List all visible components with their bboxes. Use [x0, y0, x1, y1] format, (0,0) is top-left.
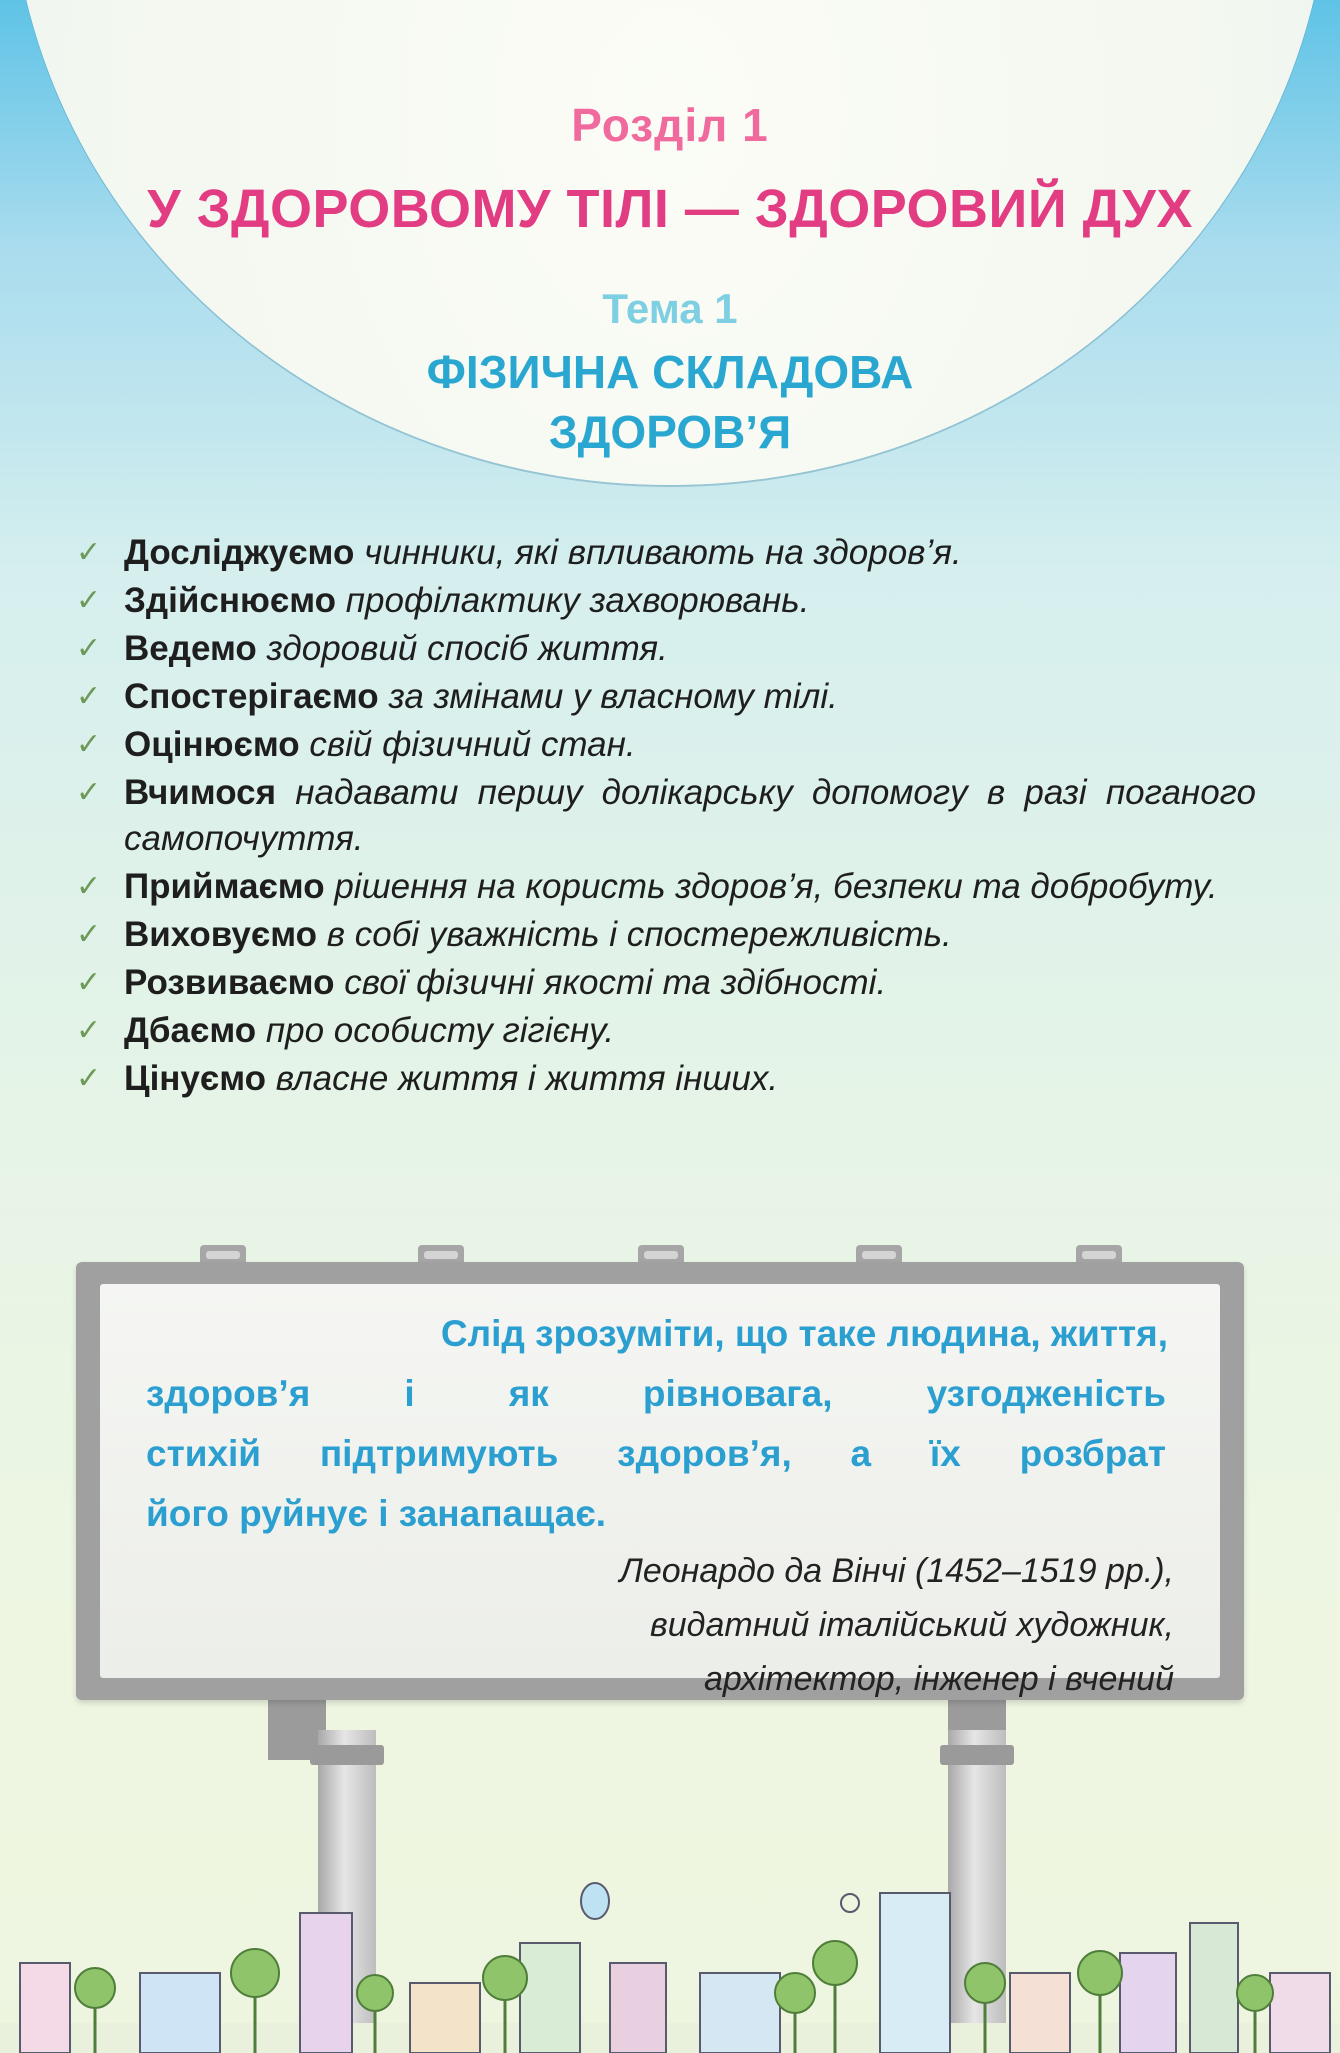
goal-item: ✓ Цінуємо власне життя і життя інших. — [76, 1056, 1256, 1102]
check-icon: ✓ — [76, 680, 102, 713]
check-icon: ✓ — [76, 728, 102, 761]
city-skyline-illustration — [0, 1853, 1340, 2053]
goal-item: ✓ Оцінюємо свій фізичний стан. — [76, 722, 1256, 768]
quote-line: його руйнує і занапащає. — [146, 1493, 607, 1534]
check-icon: ✓ — [76, 870, 102, 903]
quote-line: Слід зрозуміти, що таке людина, життя, — [440, 1313, 1168, 1354]
check-icon: ✓ — [76, 632, 102, 665]
goal-item: ✓ Виховуємо в собі уважність і спостережливість. — [76, 912, 1256, 958]
topic-title: ФІЗИЧНА СКЛАДОВА — [426, 346, 914, 398]
check-icon: ✓ — [76, 966, 102, 999]
goal-item: ✓ Досліджуємо чинники, які впливають на здоров’я. — [76, 530, 1256, 576]
check-icon: ✓ — [76, 536, 102, 569]
goal-item: ✓ Розвиваємо свої фізичні якості та здібності. — [76, 960, 1256, 1006]
goal-item: ✓ Приймаємо рішення на користь здоров’я, безпеки та добробуту. — [76, 864, 1256, 910]
quote-line: стихій підтримують здоров’я, а їх розбрат — [146, 1433, 1166, 1474]
goal-item: ✓ Дбаємо про особисту гігієну. — [76, 1008, 1256, 1054]
goal-item: ✓ Вчимося надавати першу долікарську допомогу в разі поганого самопочуття. — [76, 770, 1256, 862]
topic-label: Тема 1 — [602, 285, 738, 332]
goal-item: ✓ Здійснюємо профілактику захворювань. — [76, 578, 1256, 624]
check-icon: ✓ — [76, 1014, 102, 1047]
quote-author: Леонардо да Вінчі (1452–1519 рр.), — [619, 1552, 1174, 1590]
check-icon: ✓ — [76, 584, 102, 617]
quote-author-description: видатний італійський художник, — [650, 1606, 1174, 1644]
quote-author-description: архітектор, інженер і вчений — [704, 1660, 1174, 1698]
billboard — [76, 1262, 1244, 1700]
section-title: У ЗДОРОВОМУ ТІЛІ — ЗДОРОВИЙ ДУХ — [147, 179, 1193, 239]
check-icon: ✓ — [76, 918, 102, 951]
billboard-post-cap — [310, 1745, 384, 1765]
quote-line: здоров’я і як рівновага, узгодженість — [146, 1373, 1166, 1414]
billboard-post-cap — [940, 1745, 1014, 1765]
check-icon: ✓ — [76, 776, 102, 809]
topic-title-continued: ЗДОРОВ’Я — [548, 406, 792, 458]
goals-list — [76, 530, 1256, 1104]
goal-item: ✓ Ведемо здоровий спосіб життя. — [76, 626, 1256, 672]
goal-item: ✓ Спостерігаємо за змінами у власному тілі. — [76, 674, 1256, 720]
section-label: Розділ 1 — [571, 99, 769, 151]
check-icon: ✓ — [76, 1062, 102, 1095]
